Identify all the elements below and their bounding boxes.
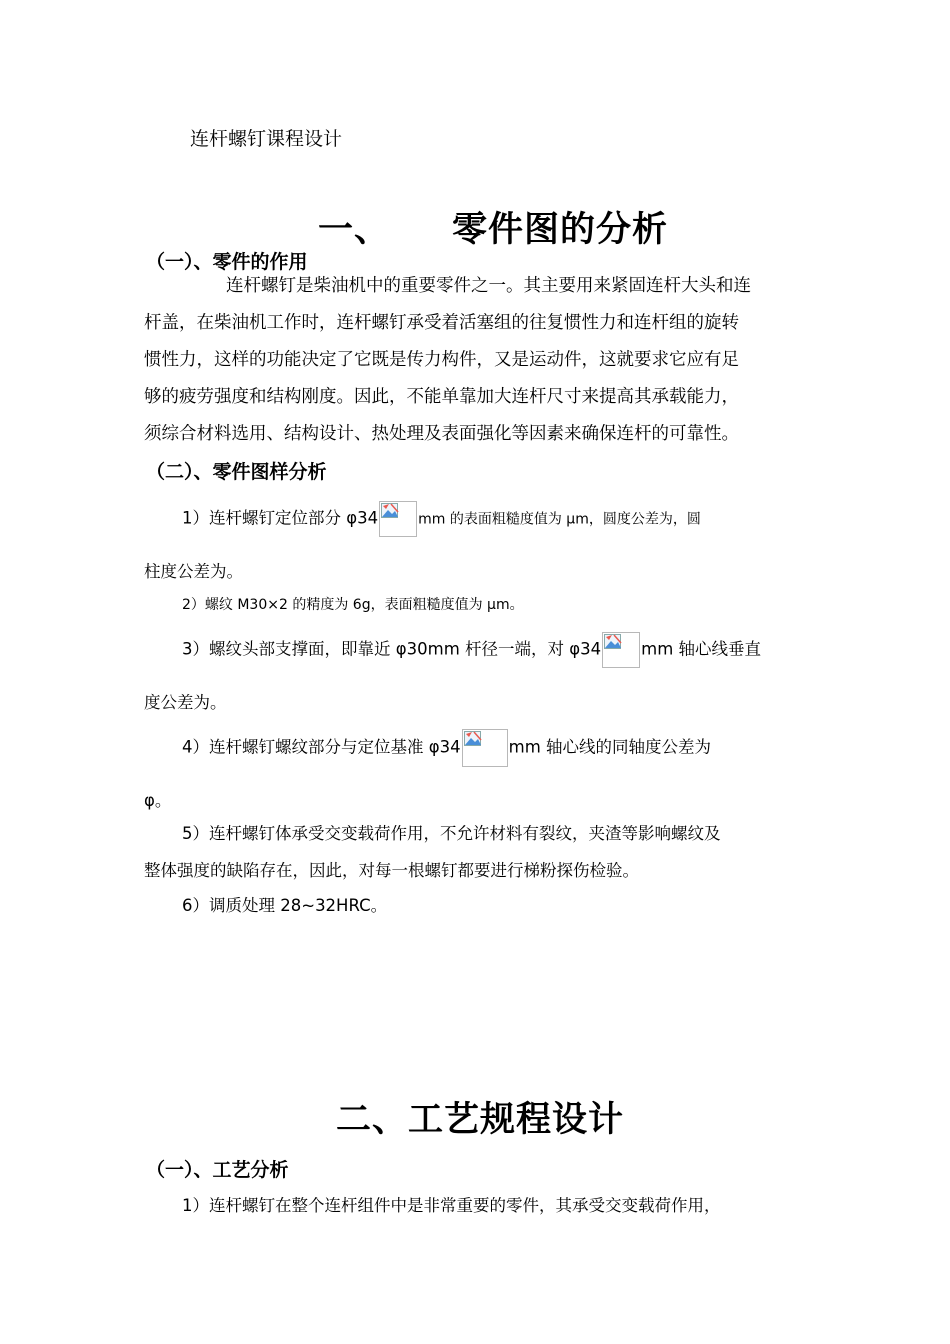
paragraph-part-function: [144, 268, 809, 453]
paragraph-line: 够的疲劳强度和结构刚度。因此，不能单靠加大连杆尺寸来提高其承载能力，: [144, 387, 739, 407]
list-item-process-1: 1）连杆螺钉在整个连杆组件中是非常重要的零件，其承受交变载荷作用，: [182, 1196, 721, 1215]
broken-image-icon: [602, 632, 640, 668]
subheading-part-function: （一）、零件的作用: [146, 251, 308, 273]
document-title: 连杆螺钉课程设计: [190, 128, 343, 150]
list-item-2: 2）螺纹 M30×2 的精度为 6g，表面粗糙度值为 μm。: [182, 597, 524, 613]
section1-heading-text: 零件图的分析: [452, 210, 669, 250]
list-item-3-cont: 度公差为。: [144, 693, 227, 712]
list-item-3: 3）螺纹头部支撑面，即靠近 φ30mm 杆径一端，对 φ34 mm 轴心线垂直: [182, 632, 761, 668]
section1-heading: [318, 202, 668, 252]
broken-image-icon: [462, 729, 508, 767]
list-item-4: 4）连杆螺钉螺纹部分与定位基准 φ34 mm 轴心线的同轴度公差为: [182, 729, 711, 767]
subheading-process-analysis: （一）、工艺分析: [146, 1159, 289, 1181]
list-item-1: 1）连杆螺钉定位部分 φ34 mm 的表面粗糙度值为 μm，圆度公差为，圆: [182, 501, 701, 537]
list-item-4-cont: φ。: [144, 791, 172, 810]
broken-image-icon: [379, 501, 417, 537]
list-item-6: 6）调质处理 28~32HRC。: [182, 896, 388, 915]
list-item-5-cont: 整体强度的缺陷存在，因此，对每一根螺钉都要进行梯粉探伤检验。: [144, 861, 639, 880]
section1-heading-number: 一、: [318, 210, 391, 250]
paragraph-line: 须综合材料选用、结构设计、热处理及表面强化等因素来确保连杆的可靠性。: [144, 424, 739, 444]
list-item-5: 5）连杆螺钉体承受交变载荷作用，不允许材料有裂纹，夹渣等影响螺纹及: [182, 824, 721, 843]
list-item-1-cont: 柱度公差为。: [144, 562, 243, 581]
paragraph-line: 惯性力，这样的功能决定了它既是传力构件，又是运动件，这就要求它应有足: [144, 350, 739, 370]
paragraph-line: 杆盖，在柴油机工作时，连杆螺钉承受着活塞组的往复惯性力和连杆组的旋转: [144, 313, 739, 333]
section2-heading: 二、工艺规程设计: [336, 1100, 625, 1140]
subheading-drawing-analysis: （二）、零件图样分析: [146, 461, 327, 483]
paragraph-line: 连杆螺钉是柴油机中的重要零件之一。其主要用来紧固连杆大头和连: [226, 276, 751, 296]
